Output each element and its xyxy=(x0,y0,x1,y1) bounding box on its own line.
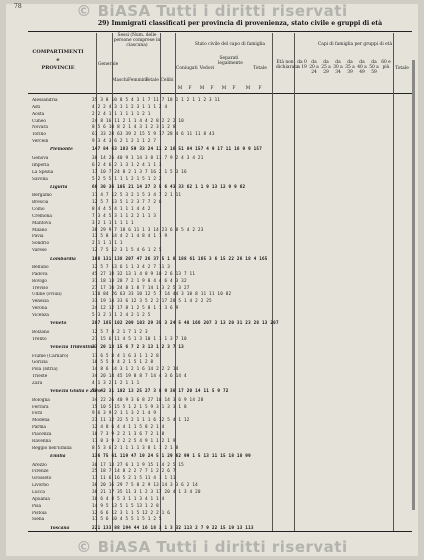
row-label: Belluno xyxy=(32,265,49,270)
table-row xyxy=(30,497,410,502)
row-values: 110 84 26 63 33 10 12 5 7 14 44 3 10 8 11 11 10 82 xyxy=(92,292,232,298)
row-label: Lombardia xyxy=(50,256,76,262)
row-label: Forlì xyxy=(32,411,43,417)
bottom-rule xyxy=(28,531,412,532)
table-row xyxy=(30,418,410,423)
header-age-totale: Totale xyxy=(395,66,409,71)
row-values: 38 29 9 7 18 6 11 1 3 14 23 6 8 5 4 2 23 xyxy=(92,227,204,233)
row-values: 147 84 63 183 59 33 24 11 2 16 51 84 157 4 9 17 11 16 9 9 157 xyxy=(92,147,263,153)
header-age-40-49: da 40 a 49 xyxy=(357,60,367,75)
table-row xyxy=(30,439,410,444)
table-row xyxy=(30,125,410,130)
row-values: 21 15 6 11 4 5 1 3 10 1 1 1 3 7 10 xyxy=(92,336,187,342)
table-row xyxy=(30,105,410,110)
header-mf-2: F xyxy=(188,86,192,91)
table-row xyxy=(30,299,410,304)
row-values: 12 5 7 4 2 1 7 1 2 3 xyxy=(92,329,148,335)
header-age-50-59: da 50 a 59 xyxy=(369,60,379,75)
row-label: Novara xyxy=(32,125,48,131)
table-row xyxy=(30,306,410,311)
row-label: Cremona xyxy=(32,213,52,219)
table-title: 29) Immigrati classificati per provincia di provenienza, stato civile e gruppi di età xyxy=(97,20,383,27)
table-row xyxy=(30,193,410,198)
table-row xyxy=(30,463,410,468)
row-label: Toscana xyxy=(50,525,70,531)
row-values: 33 20 13 15 6 7 2 3 13 1 2 3 7 13 xyxy=(92,345,184,350)
table-total-row xyxy=(30,147,410,152)
header-col-celibi: Celibi xyxy=(160,78,174,83)
table-row xyxy=(30,200,410,205)
table-row xyxy=(30,313,410,318)
table-row xyxy=(30,156,410,161)
table-row xyxy=(30,286,410,291)
row-values: 15 10 5 15 5 1 2 1 5 9 3 1 3 3 1 8 xyxy=(92,404,187,410)
row-label: Genova xyxy=(32,155,49,161)
row-values: 2 2 4 1 1 1 1 1 1 2 1 xyxy=(92,111,151,117)
header-age-group: Capi di famiglia per gruppi di età xyxy=(317,42,393,47)
table-total-row xyxy=(30,454,410,459)
row-values: 23 11 12 22 5 2 1 1 1 6 12 5 4 1 12 xyxy=(92,418,190,424)
row-values: 27 17 10 24 8 1 8 7 14 1 3 2 5 3 27 xyxy=(92,285,190,291)
row-values: 136 75 61 119 47 19 24 5 1 29 62 99 1 5 13 11 15 18 18 99 xyxy=(92,454,251,460)
row-label: Imperia xyxy=(32,162,50,168)
row-label: Piemonte xyxy=(50,147,73,153)
header-left-line-1: COMPARTIMENTI xyxy=(32,49,84,55)
table-row xyxy=(30,367,410,372)
row-label: Emilia xyxy=(50,454,66,460)
header-age-20-24: da 20 a 24 xyxy=(309,60,319,75)
row-label: Milano xyxy=(32,227,48,233)
row-values: 11 6 5 8 4 1 6 3 1 1 2 8 xyxy=(92,353,159,359)
row-label: Fiume (Carnaro) xyxy=(32,353,69,359)
row-label: Pistoia xyxy=(32,510,47,516)
row-label: Livorno xyxy=(32,483,49,489)
row-label: Treviso xyxy=(32,285,49,291)
table-row xyxy=(30,177,410,182)
table-row xyxy=(30,98,410,103)
table-row xyxy=(30,490,410,495)
row-label: Trieste xyxy=(32,374,48,380)
row-values: 287 185 102 209 103 29 35 3 24 5 48 166 207 3 13 20 31 23 28 13 207 xyxy=(92,321,279,327)
row-label: Ferrara xyxy=(32,404,49,410)
row-values: 24 8 16 11 2 1 1 4 4 2 8 2 2 2 10 xyxy=(92,118,184,124)
table-row xyxy=(30,119,410,124)
table-row xyxy=(30,272,410,277)
header-mf-4: F xyxy=(210,86,214,91)
row-label: Cuneo xyxy=(32,118,46,124)
table-row xyxy=(30,511,410,516)
row-label: Rovigo xyxy=(32,278,47,284)
header-age-0-19: da 0 a 19 xyxy=(297,60,307,70)
row-values: 34 22 26 40 9 3 6 8 27 18 14 3 6 9 14 28 xyxy=(92,397,204,403)
row-values: 14 8 6 14 3 1 2 1 6 14 2 2 2 14 xyxy=(92,367,179,373)
row-values: 5 3 2 1 1 2 4 2 1 2 5 xyxy=(92,312,151,318)
row-label: Apuania xyxy=(32,496,50,502)
row-values: 12 5 7 13 5 1 2 3 7 7 2 6 xyxy=(92,200,162,206)
row-values: 38 21 17 35 11 3 1 2 3 17 20 4 1 3 4 20 xyxy=(92,489,201,495)
row-values: 12 7 5 12 3 1 5 4 6 1 2 5 xyxy=(92,248,162,254)
table-row xyxy=(30,330,410,335)
row-values: 11 8 3 9 2 2 2 5 4 9 1 1 2 1 9 xyxy=(92,438,176,444)
table-row xyxy=(30,504,410,509)
header-mf-7: M xyxy=(245,86,251,91)
row-values: 11 4 7 12 5 3 2 1 5 3 4 7 2 1 11 xyxy=(92,193,182,199)
row-values: 66 30 36 105 21 14 27 3 5 6 43 33 62 1 1 9 13 12 9 9 62 xyxy=(92,184,246,190)
row-label: Ravenna xyxy=(32,438,51,444)
row-values: 9 6 3 9 2 1 1 3 2 1 4 9 xyxy=(92,411,157,417)
table-row xyxy=(30,405,410,410)
row-label: Lucca xyxy=(32,489,45,495)
row-label: Veneto xyxy=(50,321,67,327)
row-values: 73 42 31 102 13 25 27 3 8 9 38 17 20 14 11 5 9 72 xyxy=(92,389,229,395)
row-label: Reggio nell'Emilia xyxy=(32,445,72,451)
row-label: Asti xyxy=(32,104,41,110)
header-mf-8: F xyxy=(258,86,262,91)
header-age-nondich: Età non dichiarata xyxy=(276,60,299,70)
header-age-35-39: da 35 a 39 xyxy=(345,60,355,75)
row-values: 4 1 3 2 1 2 1 1 1 xyxy=(92,380,140,386)
row-values: 108 131 138 207 47 26 37 5 1 8 188 61 165 3 6 15 22 26 18 4 165 xyxy=(92,256,268,262)
row-label: Savona xyxy=(32,176,48,182)
header-mf-1: M xyxy=(177,86,183,91)
row-label: Padova xyxy=(32,271,48,277)
table-row xyxy=(30,221,410,226)
table-row xyxy=(30,411,410,416)
table-row xyxy=(30,483,410,488)
table-row xyxy=(30,292,410,297)
header-left-line-2: e xyxy=(56,57,60,63)
table-row xyxy=(30,170,410,175)
table-row xyxy=(30,214,410,219)
table-total-row xyxy=(30,345,410,350)
row-values: 17 10 7 24 8 2 1 3 7 16 2 1 5 3 16 xyxy=(92,169,187,175)
row-label: Firenze xyxy=(32,469,49,475)
header-mf-6: F xyxy=(232,86,236,91)
row-label: Gorizia xyxy=(32,360,48,366)
table-row xyxy=(30,446,410,451)
watermark-top: © BiASA Tutti i diritti riservati xyxy=(76,2,348,20)
table-row xyxy=(30,432,410,437)
row-values: 35 3 8 10 8 5 4 3 1 7 11 7 18 1 1 2 1 1 2 3 11 xyxy=(92,98,221,103)
header-col-coniugati: Coniugati xyxy=(176,66,198,71)
table-row xyxy=(30,425,410,430)
row-values: 2 1 1 1 1 1 xyxy=(92,241,123,247)
row-label: Piacenza xyxy=(32,432,52,437)
row-values: 31 18 13 28 7 2 1 9 8 4 4 6 4 3 32 xyxy=(92,278,187,284)
row-values: 10 6 4 8 5 3 1 1 3 4 1 1 4 xyxy=(92,496,165,502)
table-row xyxy=(30,279,410,284)
page-number: 78 xyxy=(14,3,22,10)
header-bottom-rule xyxy=(28,93,412,94)
row-values: 8 5 3 6 2 1 1 1 1 3 8 1 1 2 1 8 xyxy=(92,445,179,451)
row-label: La Spezia xyxy=(32,169,54,175)
row-label: Grosseto xyxy=(32,476,52,482)
row-values: 14 9 5 13 5 1 5 13 1 2 8 xyxy=(92,503,159,509)
row-values: 7 3 4 5 3 1 1 2 2 1 1 3 xyxy=(92,213,157,219)
table-total-row xyxy=(30,257,410,262)
row-label: Venezia Tridentina xyxy=(50,345,96,350)
header-left-line-3: PROVINCIE xyxy=(41,65,75,71)
row-label: Modena xyxy=(32,418,50,424)
row-values: 3 2 1 1 1 1 1 1 xyxy=(92,220,134,226)
header-sexes-group: Sessi (Num. delle persone comprese in ciascuna) xyxy=(113,33,161,48)
table-row xyxy=(30,476,410,481)
row-label: Alessandria xyxy=(32,98,58,103)
row-label: Udine (Friuli) xyxy=(32,292,62,298)
row-values: 12 4 8 6 4 4 1 1 5 8 2 1 4 xyxy=(92,425,165,431)
row-values: 24 12 12 17 8 1 2 5 8 1 1 3 6 9 xyxy=(92,306,179,312)
top-rule xyxy=(28,31,412,32)
row-values: 30 14 26 40 9 1 14 3 8 11 7 9 2 4 3 4 21 xyxy=(92,155,204,161)
row-label: Bergamo xyxy=(32,193,52,199)
row-label: Bologna xyxy=(32,397,50,403)
row-label: Varese xyxy=(32,248,47,254)
row-label: Brescia xyxy=(32,200,49,206)
row-label: Aosta xyxy=(32,111,45,117)
row-label: Siena xyxy=(32,517,45,523)
row-values: 4 2 2 4 3 1 1 2 3 1 1 1 2 4 xyxy=(92,104,168,110)
header-civil-group: Stato civile del capo di famiglia xyxy=(194,42,266,47)
header-col-vedovi: Vedovi xyxy=(199,66,215,71)
table-total-row xyxy=(30,321,410,326)
table-row xyxy=(30,112,410,117)
row-values: 36 20 16 29 7 5 8 2 9 13 14 3 3 6 2 14 xyxy=(92,483,198,489)
row-values: 61 33 28 63 39 2 15 5 9 17 28 4 6 11 11 8 43 xyxy=(92,132,215,138)
table-row xyxy=(30,265,410,270)
row-label: Mantova xyxy=(32,220,52,226)
row-values: 34 20 14 45 19 8 8 7 14 4 3 6 14 4 xyxy=(92,374,187,380)
row-values: 10 7 3 9 2 2 1 3 6 7 2 1 8 xyxy=(92,432,165,437)
row-label: Venezia Giulia e Zara xyxy=(50,389,102,395)
header-age-25-29: da 25 a 29 xyxy=(321,60,331,75)
table-row xyxy=(30,381,410,386)
header-age-30-34: da 30 a 34 xyxy=(333,60,343,75)
table-row xyxy=(30,241,410,246)
row-values: 45 27 18 32 13 1 4 8 9 10 2 6 13 7 11 xyxy=(92,271,196,277)
row-values: 12 5 7 13 6 1 1 3 4 2 7 11 3 xyxy=(92,265,171,270)
row-label: Venezia xyxy=(32,299,49,305)
row-label: Vercelli xyxy=(32,139,49,145)
row-values: 10 5 5 8 4 2 1 5 1 2 8 xyxy=(92,360,154,366)
watermark-bottom: © BiASA Tutti i diritti riservati xyxy=(76,538,348,556)
header-col-totale-civil: Totale xyxy=(253,66,267,71)
row-values: 25 18 7 14 8 2 2 7 7 1 2 2 6 7 xyxy=(92,469,176,475)
table-row xyxy=(30,207,410,212)
table-row xyxy=(30,163,410,168)
row-values: 221 133 88 194 44 16 18 3 1 3 32 113 2 7 9 22 15 19 13 113 xyxy=(92,525,254,531)
header-age-60: 60 e più xyxy=(381,60,391,70)
row-label: Trento xyxy=(32,336,47,342)
header-mf-3: M xyxy=(199,86,205,91)
header-col-totale: Totale xyxy=(145,78,159,83)
row-label: Pisa xyxy=(32,503,42,509)
row-label: Liguria xyxy=(50,184,68,190)
row-label: Sondrio xyxy=(32,241,50,247)
table-row xyxy=(30,337,410,342)
row-values: 5 2 5 5 1 1 1 2 1 5 1 2 2 xyxy=(92,176,162,182)
table-total-row xyxy=(30,185,410,190)
table-row xyxy=(30,248,410,253)
row-values: 12 6 6 12 3 1 1 5 12 2 2 1 6 xyxy=(92,510,171,516)
table-row xyxy=(30,354,410,359)
row-values: 6 2 4 6 2 1 3 1 2 4 1 1 3 xyxy=(92,162,162,168)
table-total-row xyxy=(30,526,410,531)
row-label: Bolzano xyxy=(32,329,50,335)
header-compartimenti xyxy=(28,48,88,72)
row-values: 30 17 13 27 6 1 1 9 15 1 4 2 5 15 xyxy=(92,462,184,468)
header-col-separati: Separati legalmente xyxy=(218,56,243,66)
table-row xyxy=(30,234,410,239)
row-values: 8 5 6 10 8 2 1 4 3 1 2 3 1 2 8 xyxy=(92,125,176,131)
header-col-generale: Generale xyxy=(98,62,119,67)
row-values: 11 5 6 10 4 5 5 1 5 1 2 5 xyxy=(92,517,162,523)
row-label: Zara xyxy=(32,380,43,386)
row-values: 13 5 8 14 4 2 1 4 8 4 1 1 9 xyxy=(92,234,168,240)
table-row xyxy=(30,228,410,233)
row-label: Torino xyxy=(32,132,46,138)
row-label: Como xyxy=(32,207,45,213)
table-row xyxy=(30,139,410,144)
row-values: 8 4 4 5 4 1 1 1 4 4 2 xyxy=(92,207,151,213)
row-label: Verona xyxy=(32,306,48,312)
table-total-row xyxy=(30,389,410,394)
row-values: 17 11 6 16 5 2 1 5 11 4 1 1 11 xyxy=(92,476,176,482)
table-row xyxy=(30,360,410,365)
row-values: 9 3 4 3 6 2 1 2 1 1 2 7 xyxy=(92,139,157,145)
row-values: 33 19 14 33 6 12 3 5 2 2 17 28 5 1 4 2 2 25 xyxy=(92,299,212,305)
table-row xyxy=(30,398,410,403)
page-binding-edge xyxy=(412,60,415,510)
row-label: Parma xyxy=(32,425,46,431)
row-label: Vicenza xyxy=(32,312,49,318)
header-mf-5: M xyxy=(221,86,227,91)
header-col-femmine: Femmine xyxy=(128,78,149,83)
table-row xyxy=(30,469,410,474)
table-row xyxy=(30,517,410,522)
row-label: Pola (Istria) xyxy=(32,367,58,373)
header-col-maschi: Maschi xyxy=(112,78,129,83)
table-row xyxy=(30,374,410,379)
row-label: Pavia xyxy=(32,234,44,240)
row-label: Arezzo xyxy=(32,462,47,468)
table-row xyxy=(30,132,410,137)
